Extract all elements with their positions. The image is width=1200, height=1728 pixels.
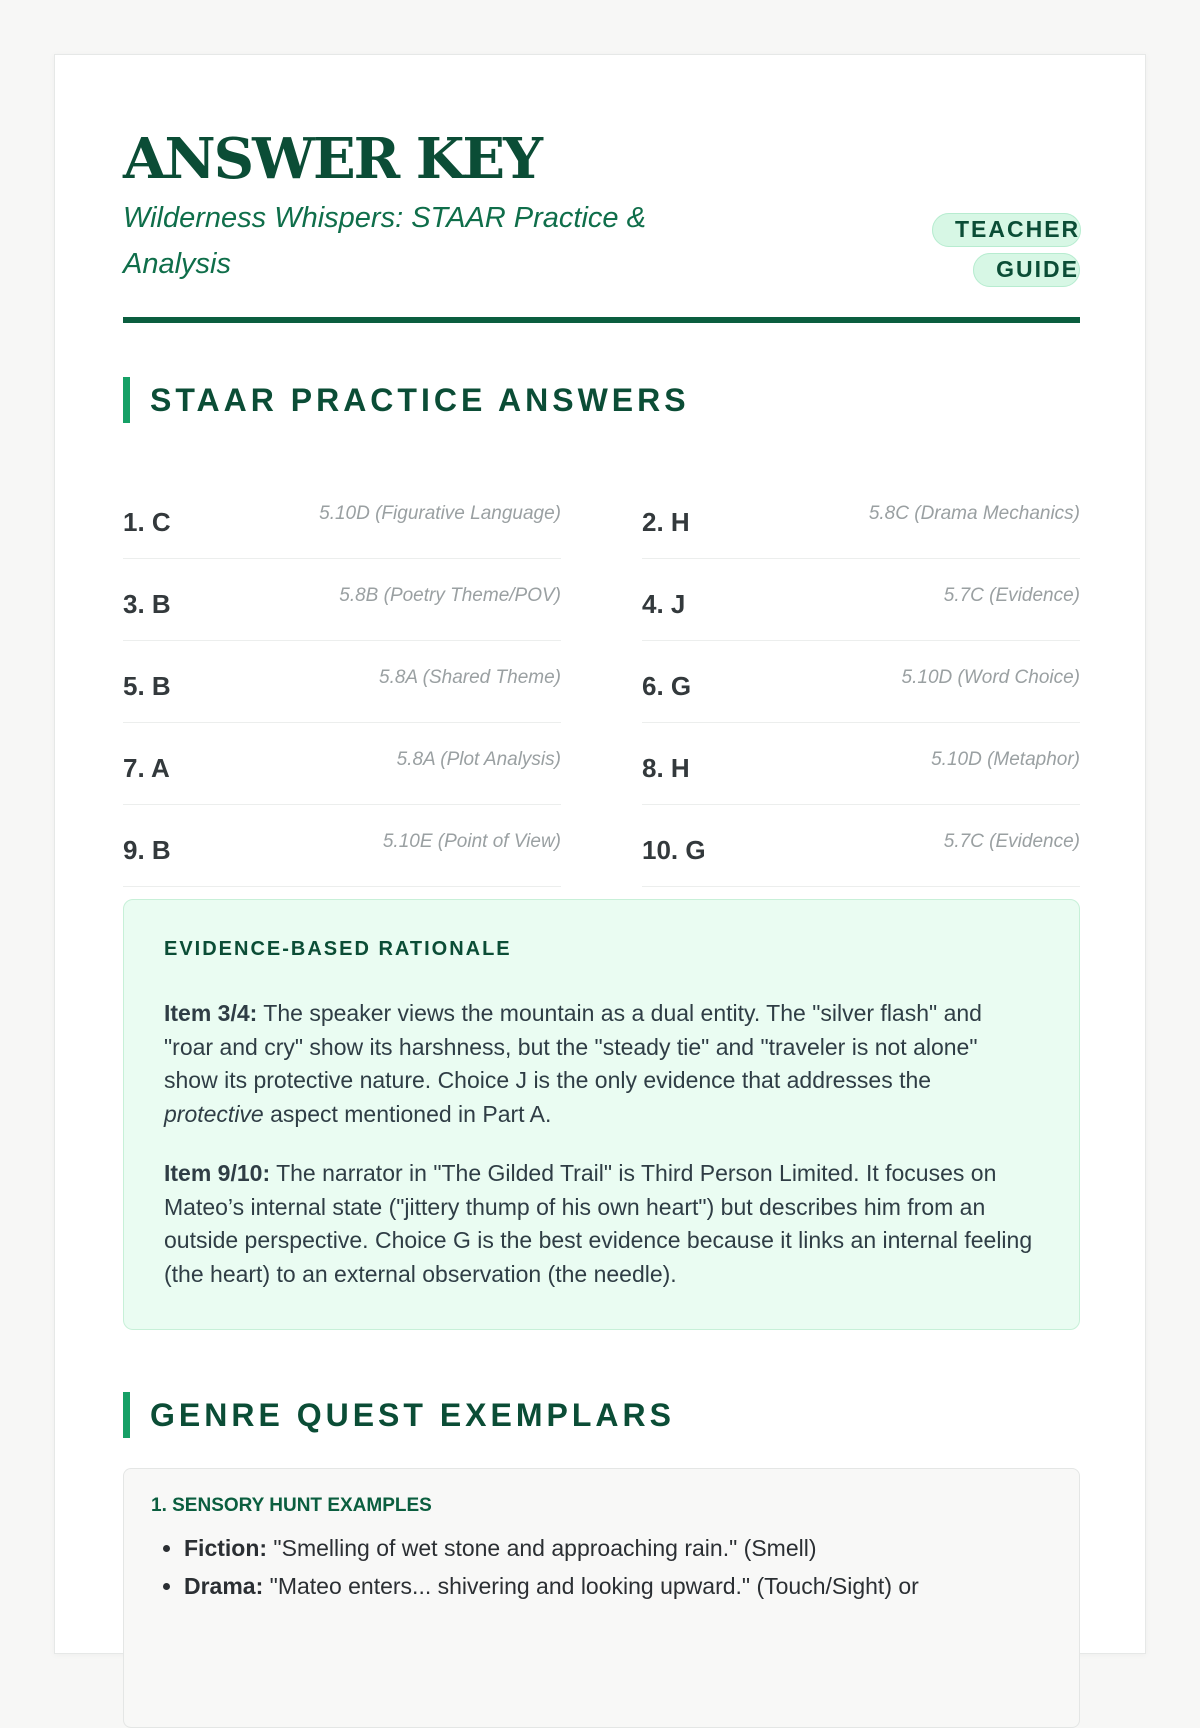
teacher-guide-badge — [932, 209, 1080, 289]
sensory-hunt-box — [123, 1468, 1080, 1728]
genre-label: Fiction: — [184, 1535, 268, 1561]
exemplar-text: "Smelling of wet stone and approaching rain." (Smell) — [267, 1535, 817, 1561]
answer-row — [642, 559, 1080, 641]
list-item — [184, 1567, 1064, 1605]
heading-accent-bar — [123, 377, 130, 423]
page-subtitle: Wilderness Whispers: STAAR Practice & Analysis — [123, 202, 646, 280]
answer-choice: 4. J — [642, 589, 686, 619]
answer-row — [642, 477, 1080, 559]
sensory-hunt-heading: 1. SENSORY HUNT EXAMPLES — [151, 1495, 432, 1516]
answer-standard: 5.7C (Evidence) — [943, 585, 1080, 606]
genre-heading-text: GENRE QUEST EXEMPLARS — [150, 1397, 675, 1433]
answer-standard: 5.7C (Evidence) — [943, 831, 1080, 852]
answer-row — [642, 641, 1080, 723]
answer-choice: 10. G — [642, 835, 706, 865]
answer-standard: 5.10D (Figurative Language) — [319, 503, 561, 524]
item-label: Item 9/10: — [164, 1160, 271, 1186]
answer-row — [123, 641, 561, 723]
answer-row — [642, 805, 1080, 887]
answer-choice: 9. B — [123, 835, 171, 865]
exemplar-text: "Mateo enters... shivering and looking upward." (Touch/Sight) or — [263, 1573, 919, 1599]
rationale-box — [123, 899, 1080, 1330]
rationale-heading: EVIDENCE-BASED RATIONALE — [164, 938, 512, 960]
answer-standard: 5.8C (Drama Mechanics) — [868, 503, 1080, 524]
item-text: aspect mentioned in Part A. — [263, 1100, 552, 1127]
item-text: The narrator in "The Gilded Trail" is Third Person Limited. It focuses on Mateo’s internal state ("jittery thump of his own heart") but describes him from an outside perspective. Choice G is the best evidence because it links an internal feeling (the heart) to an external observation (the needle). — [164, 1160, 1033, 1287]
staar-heading-text: STAAR PRACTICE ANSWERS — [150, 382, 690, 418]
genre-section-heading — [123, 1392, 1080, 1438]
item-text: The speaker views the mountain as a dual entity. The "silver flash" and "roar and cry" show its harshness, but the "steady tie" and "traveler is not alone" show its protective nature. Choice J is the only evidence that addresses the — [164, 1000, 982, 1093]
exemplar-list — [151, 1529, 1064, 1605]
answer-standard: 5.8A (Plot Analysis) — [396, 749, 561, 770]
answer-standard: 5.8B (Poetry Theme/POV) — [339, 585, 561, 606]
answer-choice: 3. B — [123, 589, 171, 619]
answer-row — [123, 723, 561, 805]
badge-label: TEACHER GUIDE — [932, 213, 1081, 287]
title-divider — [123, 317, 1080, 323]
answer-key-page — [54, 54, 1146, 1654]
staar-section-heading — [123, 377, 1080, 423]
answer-choice: 8. H — [642, 753, 690, 783]
answer-row — [123, 559, 561, 641]
answer-choice: 5. B — [123, 671, 171, 701]
answer-choice: 7. A — [123, 753, 170, 783]
heading-accent-bar — [123, 1392, 130, 1438]
answer-standard: 5.10D (Word Choice) — [901, 667, 1080, 688]
page-title: ANSWER KEY — [123, 126, 542, 192]
item-emphasis: protective — [164, 1100, 264, 1127]
item-label: Item 3/4: — [164, 1000, 258, 1026]
answer-row — [123, 477, 561, 559]
list-item — [184, 1529, 1064, 1567]
answer-row — [123, 805, 561, 887]
genre-label: Drama: — [184, 1573, 264, 1599]
rationale-item-9-10 — [164, 1157, 1034, 1291]
rationale-item-3-4 — [164, 997, 1034, 1131]
answer-row — [642, 723, 1080, 805]
answer-standard: 5.10D (Metaphor) — [931, 749, 1080, 770]
answer-choice: 1. C — [123, 507, 171, 537]
answer-standard: 5.8A (Shared Theme) — [379, 667, 561, 688]
answer-choice: 2. H — [642, 507, 690, 537]
answer-standard: 5.10E (Point of View) — [382, 831, 561, 852]
answer-choice: 6. G — [642, 671, 692, 701]
